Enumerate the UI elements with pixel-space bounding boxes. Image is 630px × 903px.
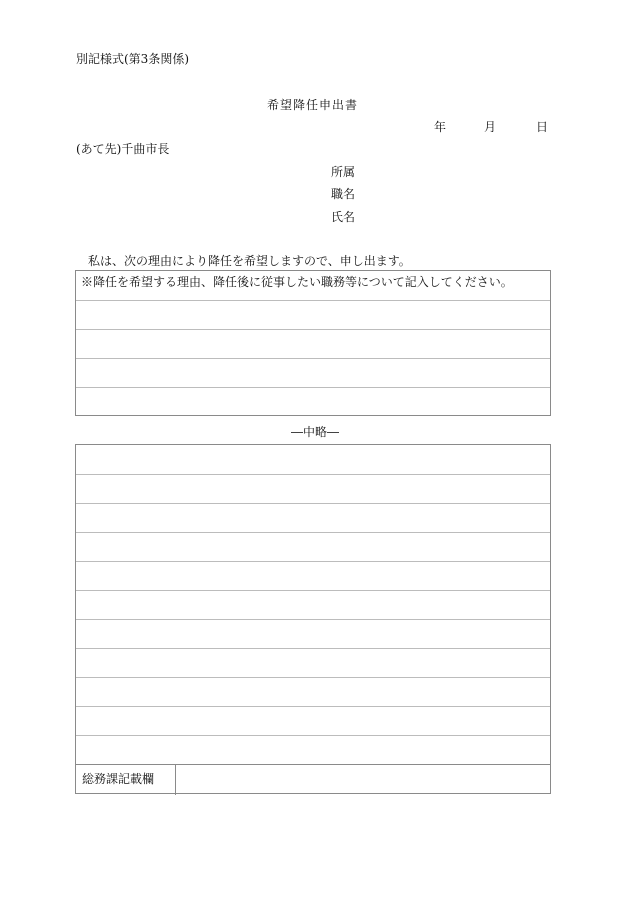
reason-line-4: [76, 387, 550, 388]
addressee: (あて先)千曲市長: [76, 142, 170, 156]
writing-line-10: [76, 735, 550, 736]
position-label: 職名: [331, 187, 356, 201]
omission-marker: ―中略―: [290, 425, 339, 439]
writing-line-1: [76, 474, 550, 475]
form-title: 希望降任申出書: [267, 98, 359, 112]
writing-box: [75, 444, 551, 794]
date-day-label: 日: [536, 120, 549, 134]
reason-box: [75, 270, 551, 416]
admin-use-label: 総務課記載欄: [76, 765, 176, 795]
writing-line-6: [76, 619, 550, 620]
reason-note: ※降任を希望する理由、降任後に従事したい職務等について記入してください。: [81, 275, 513, 289]
writing-line-9: [76, 706, 550, 707]
form-reference: 別記様式(第3条関係): [76, 52, 189, 66]
reason-line-3: [76, 358, 550, 359]
writing-line-3: [76, 532, 550, 533]
reason-line-2: [76, 329, 550, 330]
name-label: 氏名: [331, 210, 356, 224]
writing-line-2: [76, 503, 550, 504]
statement: 私は、次の理由により降任を希望しますので、申し出ます。: [88, 254, 411, 268]
reason-line-1: [76, 300, 550, 301]
admin-use-field: [176, 765, 550, 795]
writing-line-4: [76, 561, 550, 562]
writing-line-5: [76, 590, 550, 591]
affiliation-label: 所属: [331, 165, 356, 179]
date-month-label: 月: [484, 120, 497, 134]
writing-line-8: [76, 677, 550, 678]
date-year-label: 年: [434, 120, 447, 134]
writing-line-7: [76, 648, 550, 649]
